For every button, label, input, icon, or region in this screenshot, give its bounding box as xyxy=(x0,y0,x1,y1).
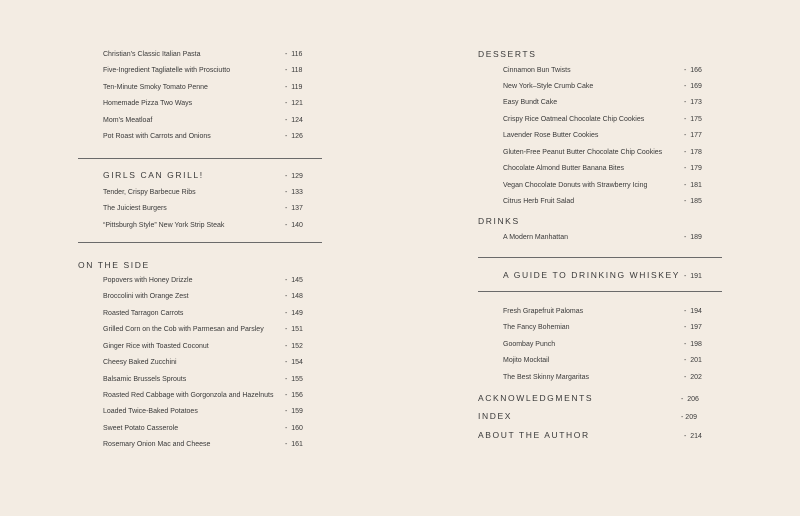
entry-title: Broccolini with Orange Zest xyxy=(103,293,189,300)
section-heading-desserts: DESSERTS xyxy=(478,49,537,59)
entry-page: - 161 xyxy=(285,441,303,448)
entry-title: Gluten-Free Peanut Butter Chocolate Chip Cookies xyxy=(503,149,663,156)
entry-page: - 155 xyxy=(285,376,303,383)
entry-title: Ten-Minute Smoky Tomato Penne xyxy=(103,84,208,91)
entry-title: The Fancy Bohemian xyxy=(503,324,570,331)
entry-page: - 198 xyxy=(684,341,702,348)
section-divider xyxy=(78,158,322,159)
section-heading-about-author: ABOUT THE AUTHOR - 214 xyxy=(478,430,702,440)
entry-title: Five-Ingredient Tagliatelle with Prosciutto xyxy=(103,67,231,74)
entry-title: Rosemary Onion Mac and Cheese xyxy=(103,441,211,448)
entry-page: - 118 xyxy=(285,67,303,74)
entry-title: “Pittsburgh Style” New York Strip Steak xyxy=(103,222,225,229)
entry-page: - 152 xyxy=(285,343,303,350)
entry-title: Popovers with Honey Drizzle xyxy=(103,277,193,284)
entry-title: Vegan Chocolate Donuts with Strawberry Icing xyxy=(503,182,648,189)
entry-title: Cinnamon Bun Twists xyxy=(503,67,571,74)
section-heading-acknowledgments: ACKNOWLEDGMENTS - 206 xyxy=(478,393,699,403)
entry-page: - 166 xyxy=(684,67,702,74)
section-divider xyxy=(478,291,722,292)
entry-page: - 119 xyxy=(285,84,303,91)
entry-page: - 156 xyxy=(285,392,303,399)
entry-page: - 201 xyxy=(684,357,702,364)
entry-page: - 194 xyxy=(684,308,702,315)
entry-page: - 159 xyxy=(285,408,303,415)
entry-title: A Modern Manhattan xyxy=(503,234,568,241)
entry-page: - 154 xyxy=(285,359,303,366)
section-heading-side: ON THE SIDE xyxy=(78,260,150,270)
entry-page: - 160 xyxy=(285,425,303,432)
entry-title: Tender, Crispy Barbecue Ribs xyxy=(103,189,196,196)
entry-page: - 197 xyxy=(684,324,702,331)
entry-title: Christian’s Classic Italian Pasta xyxy=(103,51,201,58)
entry-title: Balsamic Brussels Sprouts xyxy=(103,376,187,383)
entry-page: - 173 xyxy=(684,99,702,106)
entry-page: - 148 xyxy=(285,293,303,300)
entry-page: - 185 xyxy=(684,198,702,205)
entry-title: Easy Bundt Cake xyxy=(503,99,558,106)
section-heading-whiskey: A GUIDE TO DRINKING WHISKEY - 191 xyxy=(503,270,702,280)
entry-page: - 137 xyxy=(285,205,303,212)
entry-title: Fresh Grapefruit Palomas xyxy=(503,308,584,315)
entry-page: - 126 xyxy=(285,133,303,140)
entry-title: Ginger Rice with Toasted Coconut xyxy=(103,343,209,350)
entry-page: - 116 xyxy=(285,51,303,58)
entry-title: Goombay Punch xyxy=(503,341,556,348)
entry-title: Citrus Herb Fruit Salad xyxy=(503,198,575,205)
entry-page: - 151 xyxy=(285,326,303,333)
entry-title: Crispy Rice Oatmeal Chocolate Chip Cookies xyxy=(503,116,645,123)
entry-page: - 179 xyxy=(684,165,702,172)
entry-title: New York–Style Crumb Cake xyxy=(503,83,594,90)
entry-title: Loaded Twice-Baked Potatoes xyxy=(103,408,198,415)
entry-title: Pot Roast with Carrots and Onions xyxy=(103,133,211,140)
section-divider xyxy=(78,242,322,243)
entry-page: - 133 xyxy=(285,189,303,196)
entry-page: - 189 xyxy=(684,234,702,241)
section-heading-index: INDEX - 209 xyxy=(478,411,697,421)
entry-title: The Juiciest Burgers xyxy=(103,205,167,212)
entry-title: Roasted Tarragon Carrots xyxy=(103,310,184,317)
entry-page: - 140 xyxy=(285,222,303,229)
entry-title: Lavender Rose Butter Cookies xyxy=(503,132,599,139)
entry-title: Mojito Mocktail xyxy=(503,357,550,364)
section-heading-grill: GIRLS CAN GRILL! - 129 xyxy=(103,170,303,180)
entry-page: - 181 xyxy=(684,182,702,189)
entry-page: - 121 xyxy=(285,100,303,107)
entry-title: Grilled Corn on the Cob with Parmesan and Parsley xyxy=(103,326,264,333)
entry-title: Chocolate Almond Butter Banana Bites xyxy=(503,165,625,172)
entry-title: Sweet Potato Casserole xyxy=(103,425,179,432)
entry-page: - 124 xyxy=(285,117,303,124)
entry-page: - 202 xyxy=(684,374,702,381)
entry-title: Homemade Pizza Two Ways xyxy=(103,100,193,107)
section-divider xyxy=(478,257,722,258)
entry-page: - 177 xyxy=(684,132,702,139)
entry-page: - 149 xyxy=(285,310,303,317)
entry-page: - 175 xyxy=(684,116,702,123)
entry-title: Mom’s Meatloaf xyxy=(103,117,153,124)
entry-title: Cheesy Baked Zucchini xyxy=(103,359,177,366)
entry-title: Roasted Red Cabbage with Gorgonzola and Hazelnuts xyxy=(103,392,274,399)
entry-page: - 145 xyxy=(285,277,303,284)
entry-page: - 178 xyxy=(684,149,702,156)
entry-page: - 169 xyxy=(684,83,702,90)
entry-title: The Best Skinny Margaritas xyxy=(503,374,589,381)
section-heading-drinks: DRINKS xyxy=(478,216,520,226)
